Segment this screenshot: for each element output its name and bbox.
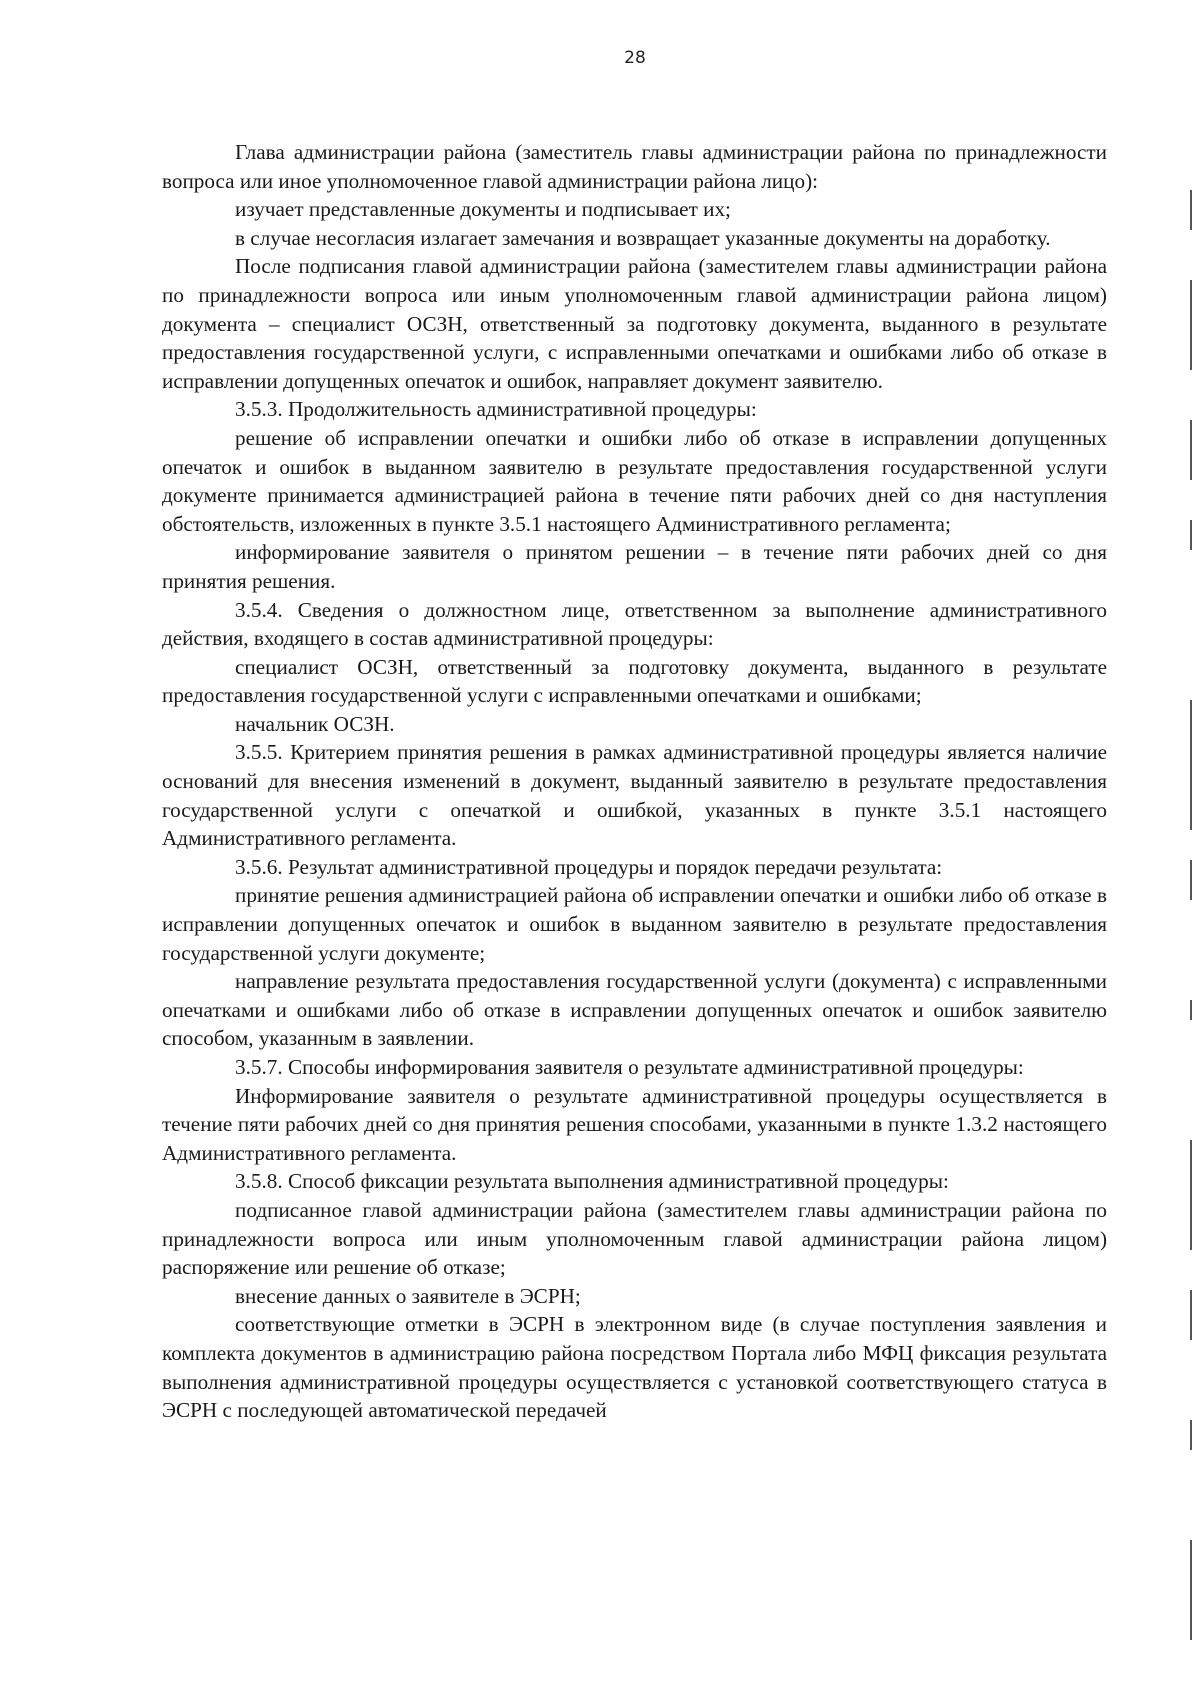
document-body (162, 138, 1107, 1425)
scan-edge-artifact (1190, 160, 1194, 1640)
paragraph: 3.5.6. Результат административной процедуры и порядок передачи результата: (235, 854, 943, 879)
paragraph: Информирование заявителя о результате административной процедуры осуществляется в течение пяти рабочих дней со дня принятия решения способами, указанными в пункте 1.3.2 настоящего Административного регламента. (162, 1083, 1107, 1165)
paragraph: 3.5.3. Продолжительность административной процедуры: (235, 397, 757, 422)
paragraph: 3.5.5. Критерием принятия решения в рамках административной процедуры является наличие оснований для внесения изменений в документ, выданный заявителю в результате предоставления государственной услуги с опечаткой и ошибкой, указанных в пункте 3.5.1 настоящего Административного регламента. (162, 740, 1107, 851)
paragraph: подписанное главой администрации района (заместителем главы администрации района по принадлежности вопроса или иным уполномоченным главой администрации района лицом) распоряжение или решение об отказе; (162, 1197, 1107, 1280)
paragraph: 3.5.7. Способы информирования заявителя о результате административной процедуры: (235, 1055, 1024, 1079)
paragraph: После подписания главой администрации района (заместителем главы администрации района по принадлежности вопроса или иным уполномоченным главой администрации района лицом) документа – специалист ОСЗН, ответственный за подготовку документа, выданного в результате предоставления государственной услуги, с исправленными опечатками и ошибками либо об отказе в исправлении допущенных опечаток и ошибок, направляет документ заявителю. (162, 254, 1107, 393)
paragraph: специалист ОСЗН, ответственный за подготовку документа, выданного в результате предоставления государственной услуги с исправленными опечатками и ошибками; (162, 654, 1107, 708)
page-number: 28 (624, 48, 646, 68)
paragraph: Глава администрации района (заместитель главы администрации района по принадлежности вопроса или иное уполномоченное главой администрации района лицо): (162, 140, 1107, 193)
paragraph: решение об исправлении опечатки и ошибки либо об отказе в исправлении допущенных опечаток и ошибок в выданном заявителю в результате предоставления государственной услуги документе принимается администрацией района в течение пяти рабочих дней со дня наступления обстоятельств, изложенных в пункте 3.5.1 настоящего Административного регламента; (162, 425, 1107, 536)
paragraph: 3.5.4. Сведения о должностном лице, ответственном за выполнение административного действия, входящего в состав административной процедуры: (162, 597, 1107, 651)
paragraph: начальник ОСЗН. (235, 711, 395, 736)
paragraph: направление результата предоставления государственной услуги (документа) с исправленными опечатками и ошибками либо об отказе в исправлении допущенных опечаток и ошибок заявителю способом, указанным в заявлении. (162, 969, 1107, 1051)
paragraph: изучает представленные документы и подписывает их; (235, 197, 731, 222)
paragraph: внесение данных о заявителе в ЭСРН; (235, 1283, 581, 1308)
paragraph: информирование заявителя о принятом решении – в течение пяти рабочих дней со дня принятия решения. (162, 540, 1107, 593)
paragraph: в случае несогласия излагает замечания и возвращает указанные документы на доработку. (235, 225, 1051, 250)
paragraph: 3.5.8. Способ фиксации результата выполнения административной процедуры: (235, 1169, 949, 1194)
paragraph: соответствующие отметки в ЭСРН в электронном виде (в случае поступления заявления и комплекта документов в администрацию района посредством Портала либо МФЦ фиксация результата выполнения административной процедуры осуществляется с установкой соответствующего статуса в ЭСРН с последующей автоматической передачей (162, 1312, 1107, 1423)
paragraph: принятие решения администрацией района об исправлении опечатки и ошибки либо об отказе в исправлении допущенных опечаток и ошибок в выданном заявителю в результате предоставления государственной услуги документе; (162, 883, 1107, 965)
